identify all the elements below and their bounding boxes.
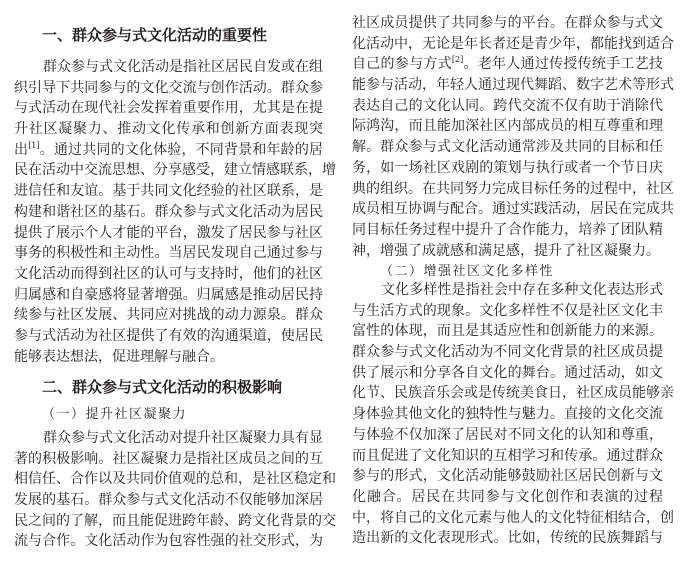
text-line: 与生活方式的现象。文化多样性不仅是社区文化丰 — [352, 302, 663, 319]
text-line: 群众参与式文化活动是指社区居民自发或在组 — [43, 59, 323, 75]
text-line: 织引导下共同参与的文化交流与创作活动。群众参 — [14, 79, 323, 96]
text-fragment: 。老年人通过传授传统手工艺技 — [463, 56, 664, 73]
paragraph-importance — [14, 57, 336, 367]
citation-2: [2] — [451, 55, 464, 65]
text-line: 务，如一场社区戏剧的策划与执行或者一个节日庆 — [352, 159, 663, 176]
text-line: 相信任、合作以及共同价值观的总和，是社区稳定和 — [14, 471, 336, 488]
citation-1: [1] — [28, 140, 40, 150]
text-line: 化活动中，无论是年长者还是青少年，都能找到适合 — [352, 35, 674, 52]
text-line: 典的组织。在共同努力完成目标任务的过程中，社区 — [352, 180, 674, 197]
text-line: 民之间的了解，而且能促进跨年龄、跨文化背景的交 — [14, 512, 336, 529]
text-line: 化融合。居民在共同参与文化创作和表演的过程 — [352, 488, 663, 505]
text-line: 著的积极影响。社区凝聚力是指社区成员之间的互 — [14, 450, 323, 467]
paragraph-diversity — [352, 280, 674, 549]
text-line: 升社区凝聚力、推动文化传承和创新方面表现突 — [14, 121, 323, 138]
text-line: 参与式活动为社区提供了有效的沟通渠道，使居民 — [14, 327, 323, 344]
text-line: 流与合作。文化活动作为包容性强的社交形式，为 — [14, 533, 323, 550]
text-line: 与体验不仅加深了居民对不同文化的认知和尊重， — [352, 426, 663, 443]
subheading-diversity — [352, 262, 663, 282]
section-heading-impact — [14, 377, 323, 398]
text-line: 能参与活动，年轻人通过现代舞蹈、数字艺术等形式 — [352, 77, 674, 94]
text-line: 神，增强了成就感和满足感，提升了社区凝聚力。 — [352, 242, 660, 259]
text-line: 富性的体现，而且是其适应性和创新能力的来源。 — [352, 323, 663, 340]
text-line: 能够表达想法，促进理解与融合。 — [14, 348, 224, 365]
text-line: 提供了展示个人才能的平台，激发了居民参与社区 — [14, 224, 323, 241]
text-line — [352, 54, 663, 75]
text-line: 表达自己的文化认同。跨代交流不仅有助于消除代 — [352, 97, 663, 114]
subheading-cohesion — [14, 405, 323, 425]
text-line: 供了展示和分享各自文化的舞台。通过活动，如文 — [352, 364, 663, 381]
text-fragment: 。通过共同的文化体验，不同背景和年龄的居 — [39, 141, 324, 158]
section-heading-1: 一、群众参与式文化活动的重要性 — [42, 26, 268, 44]
text-line: 参与的形式，文化活动能够鼓励社区居民创新与文 — [352, 468, 663, 485]
text-line: 事务的积极性和主动性。当居民发现自己通过参与 — [14, 245, 323, 262]
text-line: 进信任和友谊。基于共同文化经验的社区联系，是 — [14, 183, 323, 200]
text-line: 同目标任务过程中提升了合作能力，培养了团队精 — [352, 221, 663, 238]
text-line: 群众参与式文化活动对提升社区凝聚力具有显 — [43, 430, 323, 446]
text-line: 身体验其他文化的独特性与魅力。直接的文化交流 — [352, 406, 663, 423]
text-line: 民在活动中交流思想、分享感受，建立情感联系，增 — [14, 162, 336, 179]
text-line: 构建和谐社区的基石。群众参与式文化活动为居民 — [14, 203, 323, 220]
text-line: 造出新的文化表现形式。比如，传统的民族舞蹈与 — [352, 530, 663, 547]
text-line: 社区成员提供了共同参与的平台。在群众参与式文 — [352, 15, 663, 31]
paragraph-cohesion-continued — [352, 13, 674, 261]
text-line: 续参与社区发展、共同应对挑战的动力源泉。群众 — [14, 307, 323, 324]
text-fragment: 出 — [14, 141, 29, 158]
text-fragment: 自己的参与方式 — [352, 56, 452, 73]
subsection-heading-1: （一）提升社区凝聚力 — [42, 407, 188, 422]
text-line: 归属感和自豪感将显著增强。归属感是推动居民持 — [14, 286, 323, 303]
text-line: 群众参与式文化活动为不同文化背景的社区成员提 — [352, 344, 663, 361]
text-line: 文化活动而得到社区的认可与支持时，他们的社区 — [14, 265, 323, 282]
section-heading-importance — [14, 25, 323, 46]
text-line: 际鸿沟，而且能加深社区内部成员的相互尊重和理 — [352, 118, 663, 135]
paragraph-cohesion — [14, 428, 336, 552]
text-line: 文化多样性是指社会中存在多种文化表达形式 — [381, 282, 663, 298]
subsection-heading-2: （二）增强社区文化多样性 — [380, 264, 555, 279]
section-heading-2: 二、群众参与式文化活动的积极影响 — [42, 378, 283, 396]
text-line: 化节、民族音乐会或是传统美食日，社区成员能够亲 — [352, 385, 674, 402]
text-line: 与式活动在现代社会发挥着重要作用，尤其是在提 — [14, 100, 323, 117]
text-line — [14, 140, 323, 161]
text-line: 而且促进了文化知识的互相学习和传承。通过群众 — [352, 447, 663, 464]
text-line: 发展的基石。群众参与式文化活动不仅能够加深居 — [14, 492, 323, 509]
text-line: 解。群众参与式文化活动通常涉及共同的目标和任 — [352, 139, 663, 156]
text-line: 中，将自己的文化元素与他人的文化特征相结合，创 — [352, 509, 674, 526]
text-line: 成员相互协调与配合。通过实践活动，居民在完成共 — [352, 201, 674, 218]
